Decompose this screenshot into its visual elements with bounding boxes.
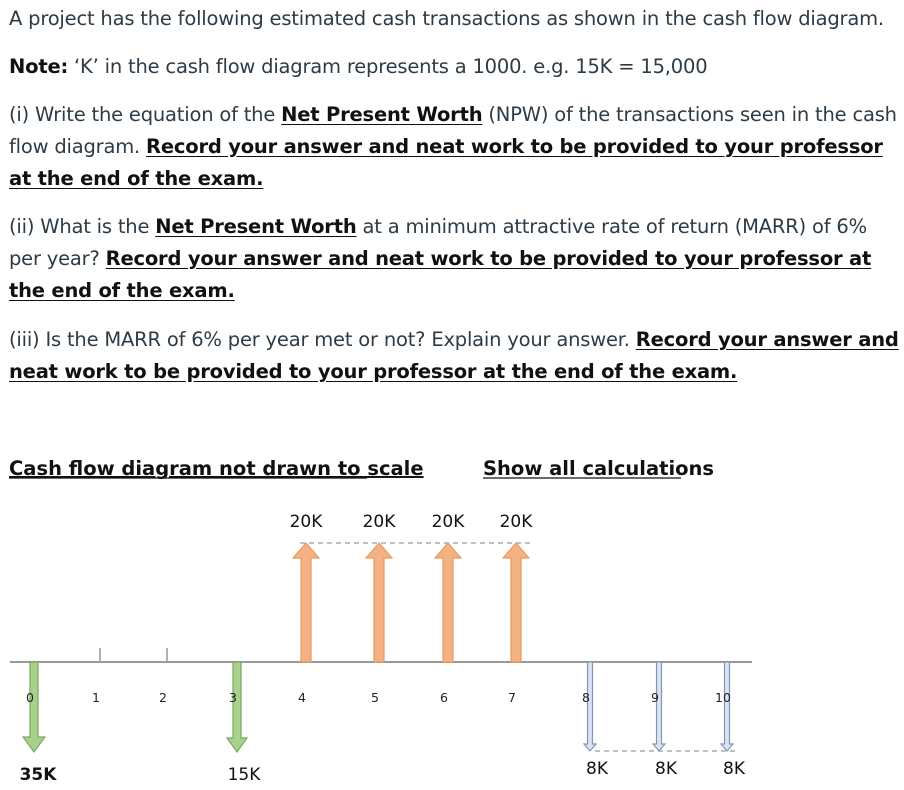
inflow-label: 20K: [431, 512, 465, 532]
intro-text: A project has the following estimated cash transactions as shown in the cash flow diagram.: [9, 7, 884, 30]
q2-instruction: Record your answer and neat work to be provided to your professor at the end of the exam.: [9, 247, 872, 302]
inflow-arrow: [435, 543, 461, 662]
q2-term: Net Present Worth: [155, 215, 357, 238]
question-2: [9, 211, 899, 307]
outflow-arrow: [227, 662, 247, 752]
period-label: 5: [371, 690, 379, 705]
outflow-label: 15K: [227, 765, 261, 785]
note-paragraph: [9, 51, 899, 83]
cash-flow-diagram: [0, 440, 904, 790]
q1-middle: (NPW) of the transactions seen in the cash flow diagram.: [9, 103, 897, 158]
period-label: 0: [26, 690, 34, 705]
q3-prefix: (iii) Is the MARR of 6% per year met or not? Explain your answer.: [9, 328, 636, 351]
inflow-arrow: [366, 543, 392, 662]
q1-prefix: (i) Write the equation of the: [9, 103, 282, 126]
question-3: [9, 324, 899, 388]
q2-prefix: (ii) What is the: [9, 215, 156, 238]
outflow-arrow: [23, 662, 45, 752]
outflow-label: 8K: [723, 759, 745, 779]
period-label: 8: [582, 690, 590, 705]
period-label: 1: [92, 690, 100, 705]
period-label: 10: [715, 690, 731, 705]
outflow-label: 35K: [19, 765, 57, 785]
inflow-label: 20K: [362, 512, 396, 532]
q1-term: Net Present Worth: [281, 103, 483, 126]
outflow-arrow: [653, 662, 665, 751]
note-text: ‘K’ in the cash flow diagram represents a 1000. e.g. 15K = 15,000: [68, 55, 708, 78]
inflow-label: 20K: [499, 512, 533, 532]
inflow-arrow: [503, 543, 529, 662]
q2-middle: at a minimum attractive rate of return (MARR) of 6% per year?: [9, 215, 867, 270]
question-1: [9, 99, 899, 195]
note-label: Note:: [9, 55, 69, 78]
inflow-label: 20K: [289, 512, 323, 532]
period-label: 4: [298, 690, 306, 705]
diagram-caption: Cash flow diagram not drawn to scale: [9, 457, 424, 480]
period-label: 3: [229, 690, 237, 705]
period-label: 6: [440, 690, 448, 705]
calc-note: Show all calculations: [483, 457, 715, 480]
q1-instruction: Record your answer and neat work to be provided to your professor at the end of the exam.: [9, 135, 883, 190]
period-label: 2: [159, 690, 167, 705]
outflow-arrow: [721, 662, 733, 751]
outflow-label: 8K: [586, 759, 608, 779]
outflow-label: 8K: [655, 759, 677, 779]
period-label: 7: [508, 690, 516, 705]
q3-instruction: Record your answer and neat work to be provided to your professor at the end of the exam.: [9, 328, 899, 383]
period-label: 9: [651, 690, 659, 705]
inflow-arrow: [293, 543, 319, 662]
outflow-arrow: [584, 662, 596, 751]
